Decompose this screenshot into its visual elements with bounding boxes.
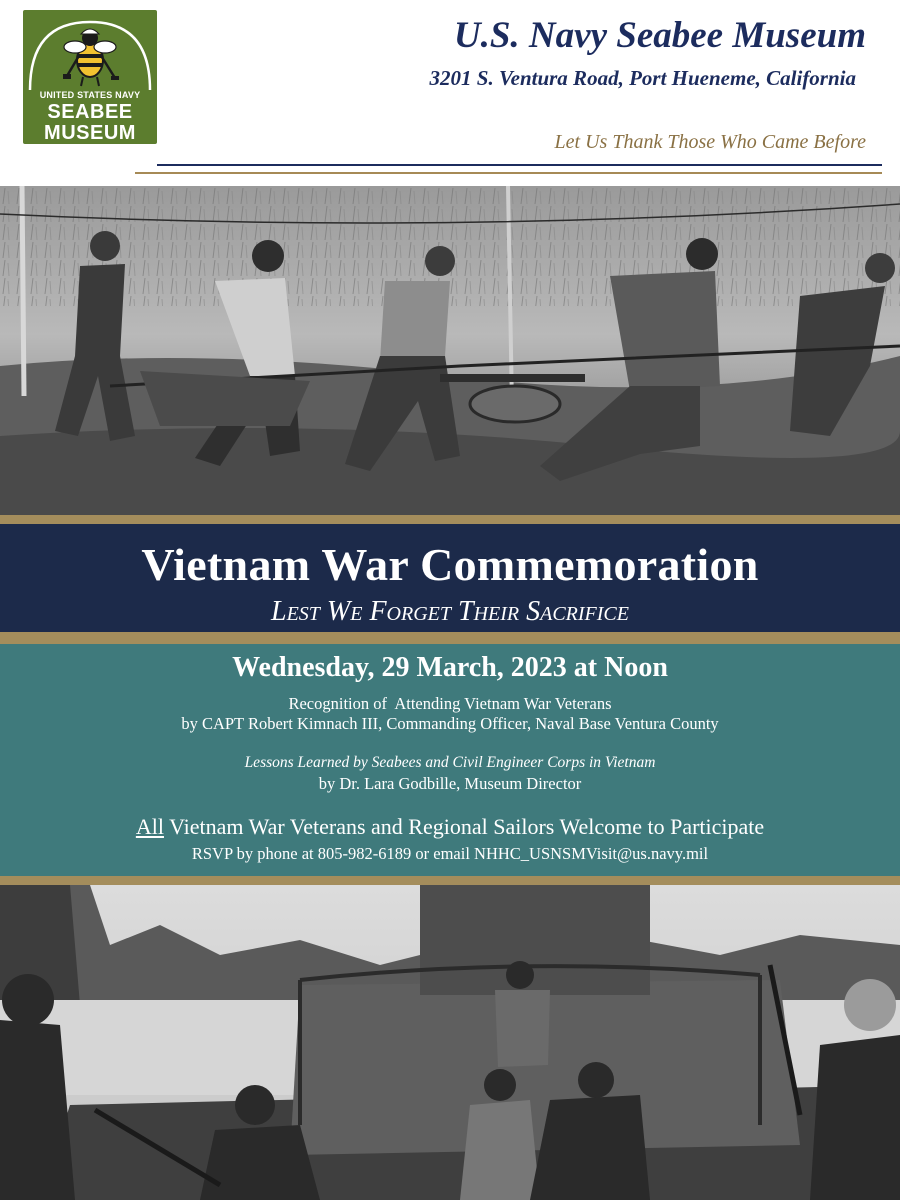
- rsvp-info: RSVP by phone at 805-982-6189 or email NHHC_USNSMVisit@us.navy.mil: [191, 844, 709, 863]
- recognition-speaker: by CAPT Robert Kimnach III, Commanding Officer, Naval Base Ventura County: [181, 714, 719, 733]
- gold-divider: [0, 632, 900, 644]
- seabees-pulling-cable-photo: [0, 186, 900, 516]
- gold-divider: [0, 876, 900, 885]
- logo-text-line3: MUSEUM: [44, 122, 136, 144]
- header-divider-navy: [157, 164, 882, 166]
- welcome-emphasis: All: [135, 814, 164, 839]
- logo-text-line1: UNITED STATES NAVY: [39, 90, 141, 100]
- lessons-speaker: by Dr. Lara Godbille, Museum Director: [318, 774, 582, 793]
- header-divider-gold: [135, 172, 882, 174]
- welcome-message: [0, 814, 900, 840]
- welcome-text: Vietnam War Veterans and Regional Sailors Welcome to Participate: [163, 814, 765, 839]
- river-patrol-boat-photo: [0, 885, 900, 1200]
- title-panel: [0, 524, 900, 632]
- event-details-panel: [0, 644, 900, 876]
- event-title: Vietnam War Commemoration: [141, 539, 759, 590]
- logo-text-line2: SEABEE: [47, 101, 133, 123]
- seabee-museum-logo: [23, 10, 157, 144]
- tagline: Let Us Thank Those Who Came Before: [554, 131, 866, 153]
- museum-name: U.S. Navy Seabee Museum: [453, 15, 866, 56]
- gold-divider: [0, 515, 900, 524]
- event-date: Wednesday, 29 March, 2023 at Noon: [232, 652, 668, 683]
- lessons-topic: Lessons Learned by Seabees and Civil Engineer Corps in Vietnam: [244, 754, 656, 771]
- header: [0, 0, 900, 186]
- event-subtitle: Lest We Forget Their Sacrifice: [271, 596, 629, 627]
- recognition-text: Recognition of Attending Vietnam War Veterans: [288, 694, 612, 713]
- museum-address: 3201 S. Ventura Road, Port Hueneme, California: [429, 66, 856, 90]
